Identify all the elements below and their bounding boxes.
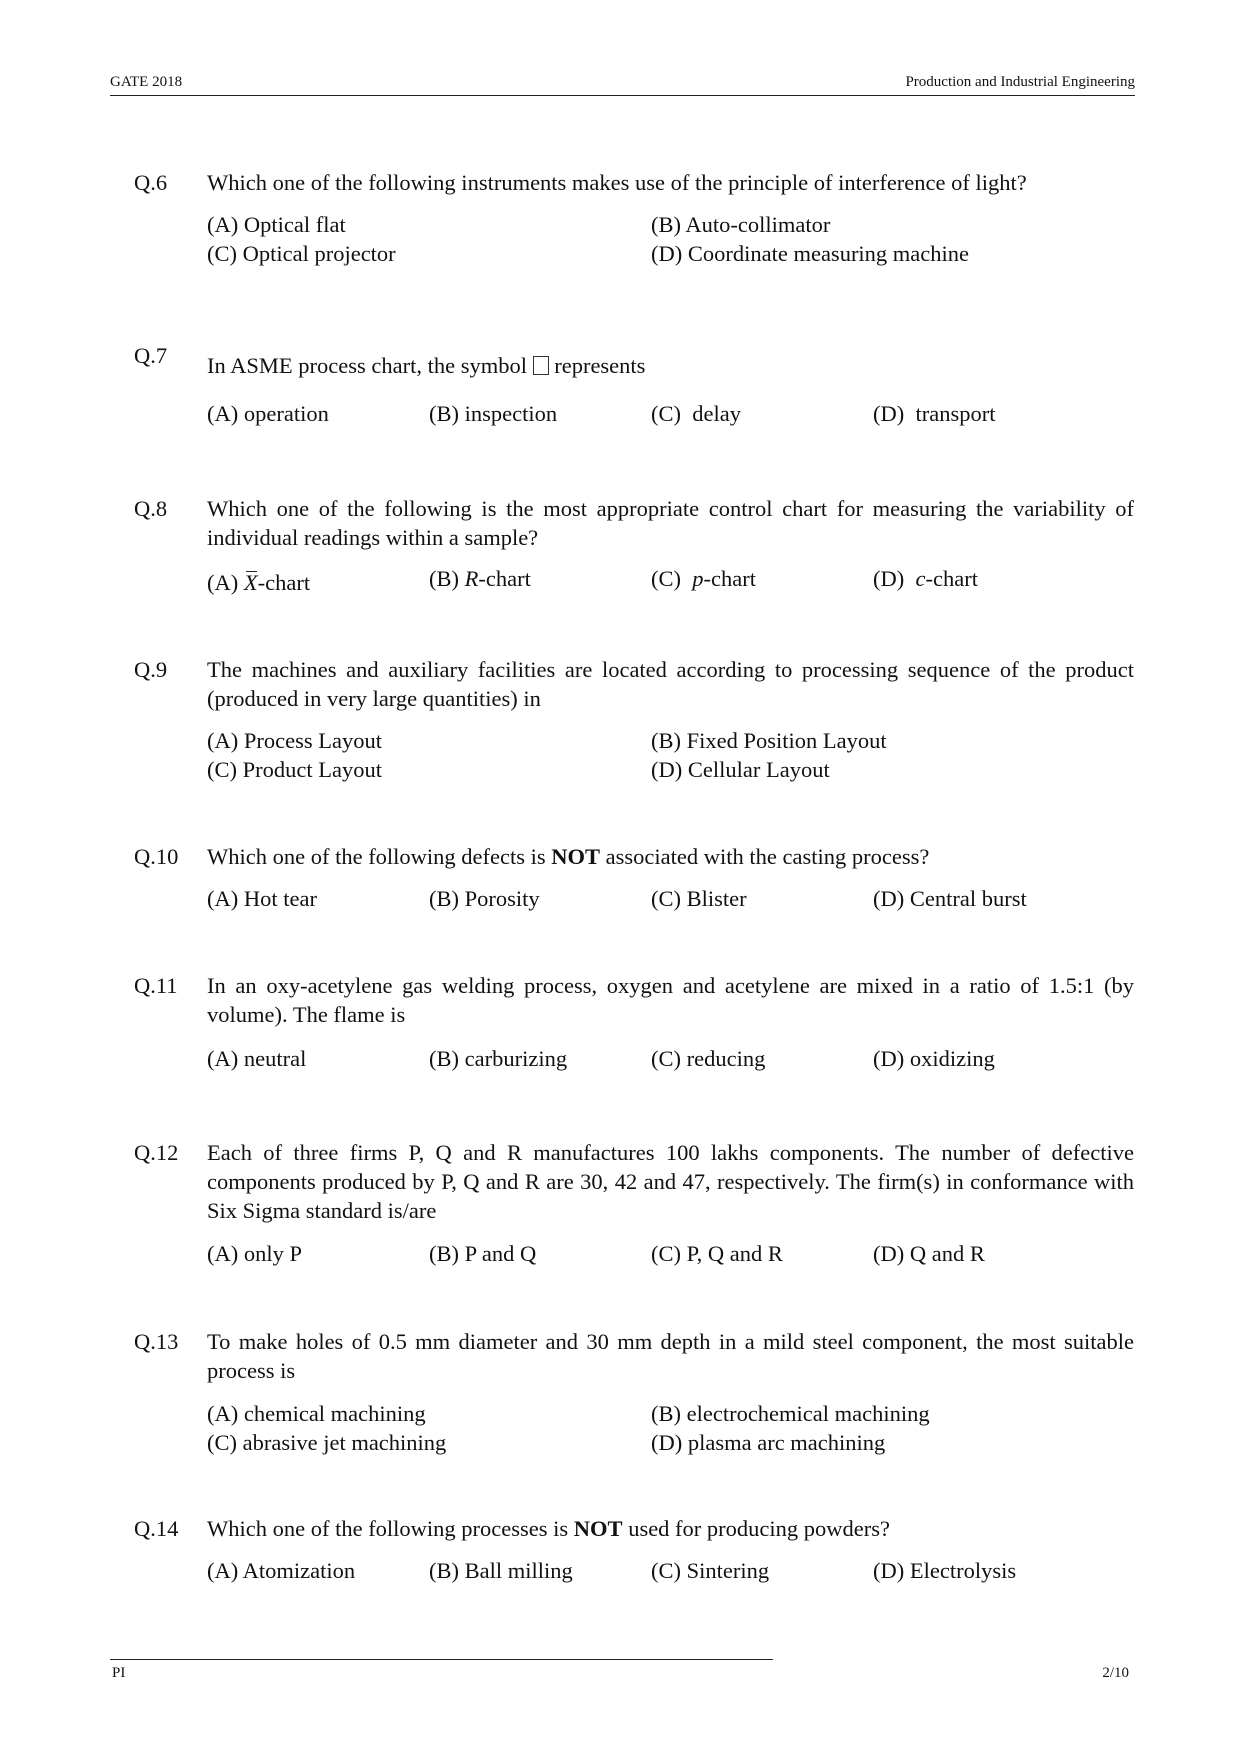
option-d: (D) Central burst bbox=[873, 886, 1027, 911]
footer-page-number: 2/10 bbox=[1102, 1665, 1129, 1681]
question-text: Which one of the following processes is NOT used for producing powders? bbox=[207, 1516, 890, 1541]
asme-square-symbol-icon bbox=[533, 356, 549, 375]
option-a: (A) Atomization bbox=[207, 1558, 356, 1583]
option-c: (C) Optical projector bbox=[207, 241, 396, 266]
option-d: (D) transport bbox=[873, 401, 996, 426]
header-divider bbox=[110, 95, 1135, 96]
emphasis-not: NOT bbox=[573, 1516, 623, 1541]
option-b: (B) Auto-collimator bbox=[651, 212, 831, 237]
question-8 bbox=[134, 494, 1134, 597]
question-10 bbox=[134, 842, 1134, 913]
question-13 bbox=[134, 1327, 1134, 1457]
question-number: Q.14 bbox=[134, 1516, 179, 1541]
x-bar-symbol: X bbox=[243, 570, 258, 595]
question-14 bbox=[134, 1514, 1134, 1585]
option-b: (B) inspection bbox=[429, 401, 558, 426]
question-text: Which one of the following defects is NOT associated with the casting process? bbox=[207, 844, 930, 869]
option-d: (D) oxidizing bbox=[873, 1046, 995, 1071]
option-a: (A) Optical flat bbox=[207, 212, 346, 237]
question-text: The machines and auxiliary facilities are located according to processing sequence of the product (produced in very large quantities) in bbox=[207, 657, 1134, 711]
option-d: (D) Electrolysis bbox=[873, 1558, 1017, 1583]
option-a: (A) only P bbox=[207, 1241, 302, 1266]
option-b: (B) Porosity bbox=[429, 886, 540, 911]
option-b: (B) Ball milling bbox=[429, 1558, 573, 1583]
option-c: (C) P, Q and R bbox=[651, 1241, 783, 1266]
question-number: Q.6 bbox=[134, 170, 168, 195]
option-c: (C) abrasive jet machining bbox=[207, 1430, 447, 1455]
question-text: In ASME process chart, the symbol represents bbox=[207, 353, 646, 378]
footer-divider bbox=[110, 1659, 773, 1660]
options bbox=[207, 1399, 1134, 1457]
option-a: (A) X-chart bbox=[207, 570, 311, 595]
option-a: (A) Process Layout bbox=[207, 728, 382, 753]
options bbox=[207, 564, 1134, 597]
option-a: (A) Hot tear bbox=[207, 886, 317, 911]
question-7 bbox=[134, 345, 1134, 428]
footer-paper-code: PI bbox=[112, 1665, 126, 1681]
question-text: To make holes of 0.5 mm diameter and 30 mm depth in a mild steel component, the most suitable process is bbox=[207, 1329, 1134, 1383]
option-c: (C) p-chart bbox=[651, 566, 756, 591]
options bbox=[207, 1044, 1134, 1073]
question-text: Which one of the following is the most appropriate control chart for measuring the variability of individual readings within a sample? bbox=[207, 496, 1134, 550]
emphasis-not: NOT bbox=[551, 844, 601, 869]
question-9 bbox=[134, 655, 1134, 784]
option-b: (B) electrochemical machining bbox=[651, 1401, 930, 1426]
option-a: (A) chemical machining bbox=[207, 1401, 426, 1426]
option-b: (B) P and Q bbox=[429, 1241, 537, 1266]
question-number: Q.9 bbox=[134, 657, 168, 682]
option-d: (D) Coordinate measuring machine bbox=[651, 241, 970, 266]
header-exam-title: GATE 2018 bbox=[110, 74, 183, 90]
option-d: (D) Cellular Layout bbox=[651, 757, 830, 782]
question-number: Q.7 bbox=[134, 343, 168, 368]
question-12 bbox=[134, 1138, 1134, 1268]
options bbox=[207, 884, 1134, 913]
option-d: (D) Q and R bbox=[873, 1241, 985, 1266]
options bbox=[207, 726, 1134, 784]
options bbox=[207, 1239, 1134, 1268]
option-c: (C) Sintering bbox=[651, 1558, 770, 1583]
option-c: (C) Product Layout bbox=[207, 757, 382, 782]
options bbox=[207, 399, 1134, 428]
options bbox=[207, 1556, 1134, 1585]
question-number: Q.11 bbox=[134, 973, 178, 998]
option-b: (B) R-chart bbox=[429, 566, 531, 591]
question-text: Each of three firms P, Q and R manufactures 100 lakhs components. The number of defective components produced by P, Q and R are 30, 42 and 47, respectively. The firm(s) in conformance with Six Sigma standard is/are bbox=[207, 1140, 1134, 1223]
option-d: (D) c-chart bbox=[873, 566, 978, 591]
question-number: Q.10 bbox=[134, 844, 179, 869]
option-a: (A) operation bbox=[207, 401, 329, 426]
question-text: Which one of the following instruments makes use of the principle of interference of light? bbox=[207, 170, 1027, 195]
option-a: (A) neutral bbox=[207, 1046, 307, 1071]
question-6 bbox=[134, 168, 1134, 268]
options bbox=[207, 210, 1134, 268]
option-c: (C) delay bbox=[651, 401, 741, 426]
option-b: (B) carburizing bbox=[429, 1046, 568, 1071]
question-text: In an oxy-acetylene gas welding process, oxygen and acetylene are mixed in a ratio of 1.5:1 (by volume). The flame is bbox=[207, 973, 1134, 1027]
header-subject: Production and Industrial Engineering bbox=[905, 74, 1135, 90]
option-b: (B) Fixed Position Layout bbox=[651, 728, 887, 753]
option-d: (D) plasma arc machining bbox=[651, 1430, 886, 1455]
question-11 bbox=[134, 971, 1134, 1073]
question-number: Q.12 bbox=[134, 1140, 179, 1165]
option-c: (C) Blister bbox=[651, 886, 747, 911]
question-number: Q.8 bbox=[134, 496, 168, 521]
question-number: Q.13 bbox=[134, 1329, 179, 1354]
option-c: (C) reducing bbox=[651, 1046, 766, 1071]
